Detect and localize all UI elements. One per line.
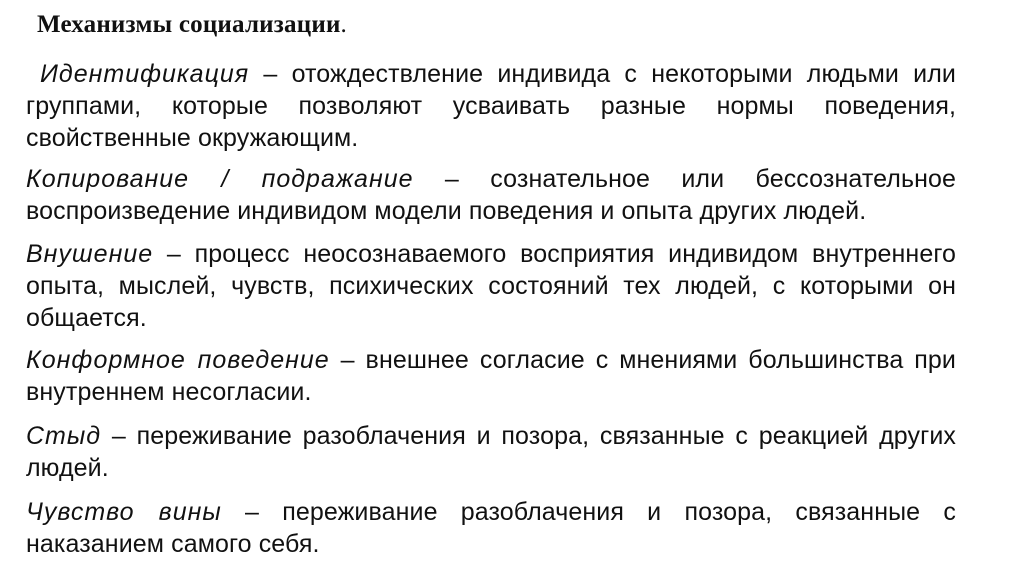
definition-item-copying bbox=[26, 163, 956, 227]
slide-title-suffix: . bbox=[340, 11, 347, 38]
term-conformity: Конформное поведение bbox=[26, 346, 330, 374]
term-suggestion: Внушение bbox=[26, 240, 154, 268]
term-identification: Идентификация bbox=[40, 60, 250, 88]
definition-item-identification bbox=[26, 58, 956, 154]
definition-item-guilt bbox=[26, 496, 956, 560]
definition-guilt: – переживание разоблачения и позора, связанные с наказанием самого себя. bbox=[26, 498, 956, 558]
slide-title bbox=[37, 10, 347, 40]
definition-copying: – сознательное или бессознательное воспроизведение индивидом модели поведения и опыта других людей. bbox=[26, 165, 956, 225]
slide-title-text: Механизмы социализации bbox=[37, 11, 341, 38]
term-guilt: Чувство вины bbox=[26, 498, 222, 526]
definition-shame: – переживание разоблачения и позора, связанные с реакцией других людей. bbox=[26, 422, 956, 482]
definition-conformity: – внешнее согласие с мнениями большинства при внутреннем несогласии. bbox=[26, 346, 956, 406]
term-copying: Копирование / подражание bbox=[26, 165, 414, 193]
definition-item-conformity bbox=[26, 344, 956, 408]
definition-item-shame bbox=[26, 420, 956, 484]
definition-identification: – отождествление индивида с некоторыми людьми или группами, которые позволяют усваивать разные нормы поведения, свойственные окружающим. bbox=[26, 60, 956, 152]
definition-suggestion: – процесс неосознаваемого восприятия индивидом внутреннего опыта, мыслей, чувств, психических состояний тех людей, с которыми он общается. bbox=[26, 240, 956, 332]
definition-item-suggestion bbox=[26, 238, 956, 334]
term-shame: Стыд bbox=[26, 422, 102, 450]
